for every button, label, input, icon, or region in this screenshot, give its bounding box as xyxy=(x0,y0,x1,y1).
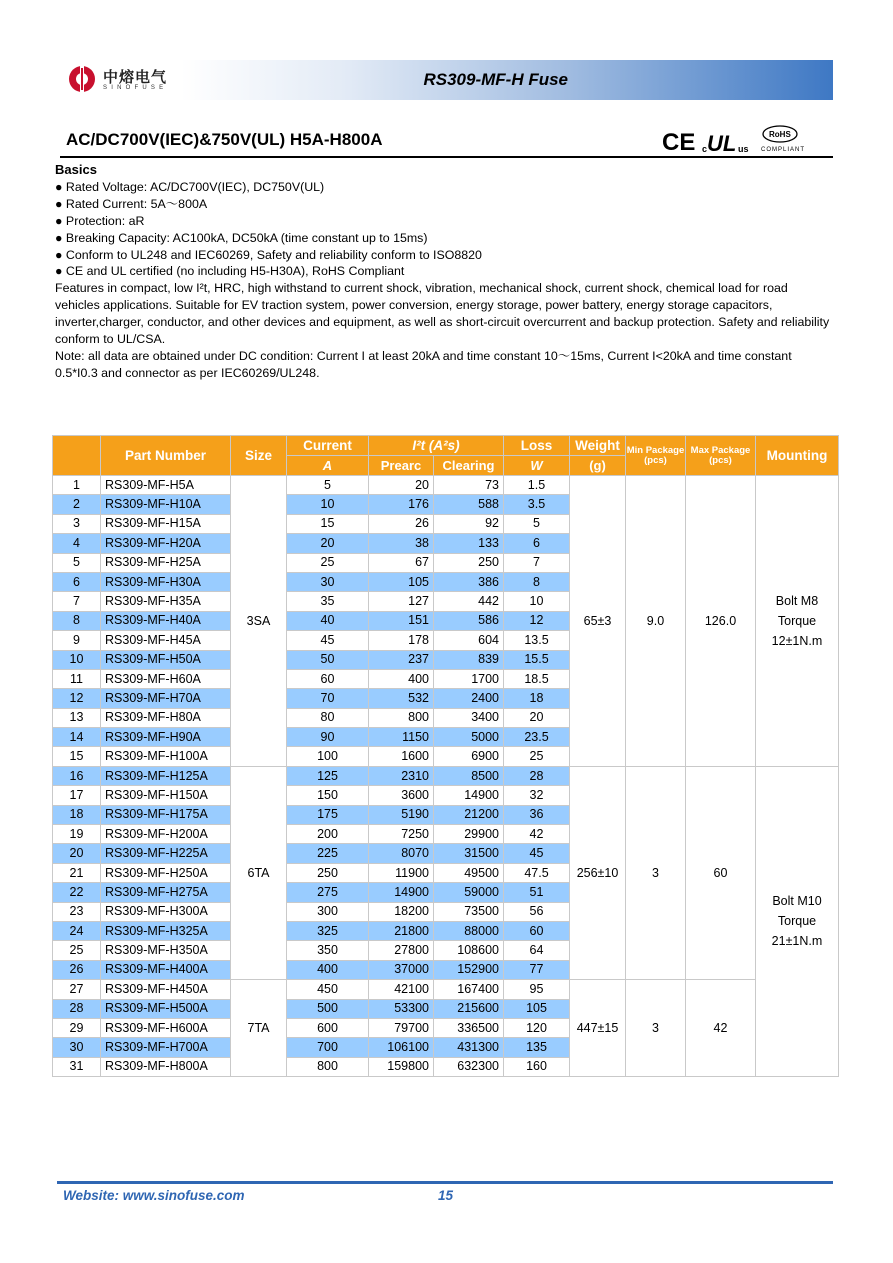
clearing-cell: 386 xyxy=(434,572,504,591)
row-number: 17 xyxy=(53,786,101,805)
clearing-cell: 59000 xyxy=(434,883,504,902)
part-number-cell: RS309-MF-H275A xyxy=(101,883,231,902)
loss-cell: 12 xyxy=(504,611,570,630)
prearc-cell: 21800 xyxy=(369,921,434,940)
current-cell: 20 xyxy=(287,534,369,553)
current-cell: 300 xyxy=(287,902,369,921)
rohs-label: RoHS xyxy=(769,130,791,139)
prearc-cell: 3600 xyxy=(369,786,434,805)
clearing-cell: 133 xyxy=(434,534,504,553)
header-part-number: Part Number xyxy=(101,436,231,476)
clearing-cell: 215600 xyxy=(434,999,504,1018)
row-number: 10 xyxy=(53,650,101,669)
part-number-cell: RS309-MF-H300A xyxy=(101,902,231,921)
part-number-cell: RS309-MF-H20A xyxy=(101,534,231,553)
prearc-cell: 237 xyxy=(369,650,434,669)
table-row xyxy=(53,476,839,495)
product-title: AC/DC700V(IEC)&750V(UL) H5A-H800A xyxy=(66,130,383,149)
row-number: 23 xyxy=(53,902,101,921)
clearing-cell: 336500 xyxy=(434,1018,504,1037)
row-number: 8 xyxy=(53,611,101,630)
current-cell: 15 xyxy=(287,514,369,533)
ce-mark-icon: CE xyxy=(662,129,696,156)
prearc-cell: 79700 xyxy=(369,1018,434,1037)
specification-table xyxy=(52,435,839,1077)
current-cell: 500 xyxy=(287,999,369,1018)
part-number-cell: RS309-MF-H250A xyxy=(101,863,231,882)
footer-website: Website: www.sinofuse.com xyxy=(63,1188,245,1203)
prearc-cell: 53300 xyxy=(369,999,434,1018)
part-number-cell: RS309-MF-H600A xyxy=(101,1018,231,1037)
header-weight-unit: (g) xyxy=(570,456,626,476)
clearing-cell: 588 xyxy=(434,495,504,514)
current-cell: 125 xyxy=(287,766,369,785)
clearing-cell: 604 xyxy=(434,631,504,650)
min-package-cell: 3 xyxy=(626,766,686,979)
prearc-cell: 800 xyxy=(369,708,434,727)
prearc-cell: 8070 xyxy=(369,844,434,863)
loss-cell: 45 xyxy=(504,844,570,863)
header-i2t: I²t (A²s) xyxy=(369,436,504,456)
page-number: 15 xyxy=(438,1188,454,1203)
header-mounting: Mounting xyxy=(756,436,839,476)
mounting-line1: Bolt M8 xyxy=(775,593,819,608)
prearc-cell: 37000 xyxy=(369,960,434,979)
part-number-cell: RS309-MF-H800A xyxy=(101,1057,231,1076)
clearing-cell: 73 xyxy=(434,476,504,495)
header-size: Size xyxy=(231,436,287,476)
row-number: 27 xyxy=(53,980,101,999)
row-number: 24 xyxy=(53,921,101,940)
row-number: 5 xyxy=(53,553,101,572)
sinofuse-logo-icon xyxy=(67,64,97,94)
prearc-cell: 532 xyxy=(369,689,434,708)
part-number-cell: RS309-MF-H150A xyxy=(101,786,231,805)
row-number: 30 xyxy=(53,1038,101,1057)
loss-cell: 5 xyxy=(504,514,570,533)
clearing-cell: 5000 xyxy=(434,728,504,747)
row-number: 28 xyxy=(53,999,101,1018)
current-cell: 800 xyxy=(287,1057,369,1076)
prearc-cell: 11900 xyxy=(369,863,434,882)
header-clearing: Clearing xyxy=(434,456,504,476)
prearc-cell: 5190 xyxy=(369,805,434,824)
prearc-cell: 18200 xyxy=(369,902,434,921)
current-cell: 275 xyxy=(287,883,369,902)
header-weight: Weight xyxy=(570,436,626,456)
part-number-cell: RS309-MF-H325A xyxy=(101,921,231,940)
header-loss-unit: W xyxy=(504,456,570,476)
prearc-cell: 7250 xyxy=(369,825,434,844)
table-row xyxy=(53,766,839,785)
prearc-cell: 14900 xyxy=(369,883,434,902)
row-number: 15 xyxy=(53,747,101,766)
loss-cell: 3.5 xyxy=(504,495,570,514)
part-number-cell: RS309-MF-H350A xyxy=(101,941,231,960)
clearing-cell: 632300 xyxy=(434,1057,504,1076)
current-cell: 600 xyxy=(287,1018,369,1037)
header-max-package: Max Package (pcs) xyxy=(686,436,756,476)
mounting-line3: 21±1N.m xyxy=(771,934,823,949)
prearc-cell: 1150 xyxy=(369,728,434,747)
loss-cell: 6 xyxy=(504,534,570,553)
row-number: 13 xyxy=(53,708,101,727)
current-cell: 70 xyxy=(287,689,369,708)
clearing-cell: 88000 xyxy=(434,921,504,940)
loss-cell: 18.5 xyxy=(504,669,570,688)
prearc-cell: 176 xyxy=(369,495,434,514)
row-number: 2 xyxy=(53,495,101,514)
clearing-cell: 108600 xyxy=(434,941,504,960)
part-number-cell: RS309-MF-H35A xyxy=(101,592,231,611)
weight-cell: 65±3 xyxy=(570,476,626,767)
current-cell: 60 xyxy=(287,669,369,688)
clearing-cell: 21200 xyxy=(434,805,504,824)
part-number-cell: RS309-MF-H450A xyxy=(101,980,231,999)
loss-cell: 56 xyxy=(504,902,570,921)
table-row xyxy=(53,980,839,999)
part-number-cell: RS309-MF-H40A xyxy=(101,611,231,630)
note-paragraph: Note: all data are obtained under DC condition: Current I at least 20kA and time constant 10～15ms, Current I<20kA and time constant 0.5*I0.3 and connector as per IEC60269/UL248. xyxy=(55,348,792,380)
header-min-package: Min Package (pcs) xyxy=(626,436,686,476)
part-number-cell: RS309-MF-H70A xyxy=(101,689,231,708)
row-number: 16 xyxy=(53,766,101,785)
row-number: 31 xyxy=(53,1057,101,1076)
loss-cell: 1.5 xyxy=(504,476,570,495)
row-number: 19 xyxy=(53,825,101,844)
part-number-cell: RS309-MF-H125A xyxy=(101,766,231,785)
current-cell: 5 xyxy=(287,476,369,495)
row-number: 3 xyxy=(53,514,101,533)
row-number: 20 xyxy=(53,844,101,863)
clearing-cell: 6900 xyxy=(434,747,504,766)
ul-us-mark: us xyxy=(738,144,749,154)
loss-cell: 47.5 xyxy=(504,863,570,882)
loss-cell: 25 xyxy=(504,747,570,766)
row-number: 14 xyxy=(53,728,101,747)
loss-cell: 77 xyxy=(504,960,570,979)
current-cell: 200 xyxy=(287,825,369,844)
basics-section xyxy=(55,162,835,382)
prearc-cell: 178 xyxy=(369,631,434,650)
certification-marks-icon xyxy=(662,124,812,158)
prearc-cell: 42100 xyxy=(369,980,434,999)
clearing-cell: 14900 xyxy=(434,786,504,805)
part-number-cell: RS309-MF-H25A xyxy=(101,553,231,572)
clearing-cell: 29900 xyxy=(434,825,504,844)
clearing-cell: 431300 xyxy=(434,1038,504,1057)
current-cell: 175 xyxy=(287,805,369,824)
current-cell: 25 xyxy=(287,553,369,572)
max-package-cell: 60 xyxy=(686,766,756,979)
part-number-cell: RS309-MF-H500A xyxy=(101,999,231,1018)
part-number-cell: RS309-MF-H90A xyxy=(101,728,231,747)
part-number-cell: RS309-MF-H15A xyxy=(101,514,231,533)
document-title: RS309-MF-H Fuse xyxy=(423,70,568,89)
current-cell: 90 xyxy=(287,728,369,747)
header-current-unit: A xyxy=(287,456,369,476)
current-cell: 150 xyxy=(287,786,369,805)
clearing-cell: 442 xyxy=(434,592,504,611)
row-number: 12 xyxy=(53,689,101,708)
row-number: 4 xyxy=(53,534,101,553)
clearing-cell: 839 xyxy=(434,650,504,669)
ul-mark-icon: UL xyxy=(707,131,737,156)
part-number-cell: RS309-MF-H400A xyxy=(101,960,231,979)
loss-cell: 18 xyxy=(504,689,570,708)
size-cell: 7TA xyxy=(231,980,287,1077)
row-number: 25 xyxy=(53,941,101,960)
current-cell: 50 xyxy=(287,650,369,669)
clearing-cell: 8500 xyxy=(434,766,504,785)
part-number-cell: RS309-MF-H175A xyxy=(101,805,231,824)
clearing-cell: 2400 xyxy=(434,689,504,708)
row-number: 6 xyxy=(53,572,101,591)
mounting-line2: Torque xyxy=(777,914,817,929)
bullet-rated-voltage: ● Rated Voltage: AC/DC700V(IEC), DC750V(UL) xyxy=(55,179,325,194)
loss-cell: 160 xyxy=(504,1057,570,1076)
row-number: 1 xyxy=(53,476,101,495)
part-number-cell: RS309-MF-H80A xyxy=(101,708,231,727)
prearc-cell: 151 xyxy=(369,611,434,630)
header-current: Current xyxy=(287,436,369,456)
clearing-cell: 73500 xyxy=(434,902,504,921)
loss-cell: 28 xyxy=(504,766,570,785)
title-divider xyxy=(60,156,833,158)
loss-cell: 120 xyxy=(504,1018,570,1037)
current-cell: 350 xyxy=(287,941,369,960)
row-number: 21 xyxy=(53,863,101,882)
clearing-cell: 167400 xyxy=(434,980,504,999)
prearc-cell: 38 xyxy=(369,534,434,553)
clearing-cell: 152900 xyxy=(434,960,504,979)
bullet-breaking-capacity: ● Breaking Capacity: AC100kA, DC50kA (time constant up to 15ms) xyxy=(55,230,428,245)
prearc-cell: 2310 xyxy=(369,766,434,785)
mounting-cell xyxy=(756,476,839,767)
mounting-cell xyxy=(756,766,839,1076)
part-number-cell: RS309-MF-H225A xyxy=(101,844,231,863)
part-number-cell: RS309-MF-H30A xyxy=(101,572,231,591)
bullet-certification: ● CE and UL certified (no including H5-H30A), RoHS Compliant xyxy=(55,264,405,279)
current-cell: 80 xyxy=(287,708,369,727)
mounting-line1: Bolt M10 xyxy=(772,894,822,909)
clearing-cell: 1700 xyxy=(434,669,504,688)
features-paragraph: Features in compact, low I²t, HRC, high withstand to current shock, vibration, mechanical shock, current shock, chemical load for road vehicles applications. Suitable for EV traction system, power conversion, energy storage, power battery, energy storage capacitors, inverter,charger, conductor, and other devices and equipment, as well as short-circuit overcurrent and backup protection. Safety and reliability conform to UL/CSA. xyxy=(55,281,830,347)
mounting-line3: 12±1N.m xyxy=(771,633,823,648)
header-loss: Loss xyxy=(504,436,570,456)
loss-cell: 135 xyxy=(504,1038,570,1057)
loss-cell: 10 xyxy=(504,592,570,611)
loss-cell: 7 xyxy=(504,553,570,572)
header-no xyxy=(53,436,101,476)
size-cell: 3SA xyxy=(231,476,287,767)
current-cell: 325 xyxy=(287,921,369,940)
part-number-cell: RS309-MF-H100A xyxy=(101,747,231,766)
clearing-cell: 3400 xyxy=(434,708,504,727)
page-header xyxy=(61,60,833,100)
current-cell: 40 xyxy=(287,611,369,630)
prearc-cell: 26 xyxy=(369,514,434,533)
current-cell: 250 xyxy=(287,863,369,882)
current-cell: 700 xyxy=(287,1038,369,1057)
loss-cell: 42 xyxy=(504,825,570,844)
logo-english-name: SINOFUSE xyxy=(103,85,168,91)
prearc-cell: 400 xyxy=(369,669,434,688)
table-body xyxy=(53,476,839,1077)
row-number: 29 xyxy=(53,1018,101,1037)
loss-cell: 13.5 xyxy=(504,631,570,650)
current-cell: 100 xyxy=(287,747,369,766)
company-logo xyxy=(67,64,187,98)
prearc-cell: 127 xyxy=(369,592,434,611)
current-cell: 10 xyxy=(287,495,369,514)
loss-cell: 64 xyxy=(504,941,570,960)
loss-cell: 8 xyxy=(504,572,570,591)
current-cell: 35 xyxy=(287,592,369,611)
ul-c-mark: c xyxy=(702,144,708,154)
row-number: 18 xyxy=(53,805,101,824)
prearc-cell: 27800 xyxy=(369,941,434,960)
prearc-cell: 106100 xyxy=(369,1038,434,1057)
row-number: 7 xyxy=(53,592,101,611)
loss-cell: 32 xyxy=(504,786,570,805)
rohs-compliant-label: COMPLIANT xyxy=(761,147,806,153)
min-package-cell: 3 xyxy=(626,980,686,1077)
prearc-cell: 20 xyxy=(369,476,434,495)
loss-cell: 20 xyxy=(504,708,570,727)
footer-divider xyxy=(57,1181,833,1184)
bullet-rated-current: ● Rated Current: 5A～800A xyxy=(55,196,208,211)
prearc-cell: 105 xyxy=(369,572,434,591)
size-cell: 6TA xyxy=(231,766,287,979)
row-number: 22 xyxy=(53,883,101,902)
weight-cell: 256±10 xyxy=(570,766,626,979)
basics-heading: Basics xyxy=(55,162,97,177)
clearing-cell: 49500 xyxy=(434,863,504,882)
max-package-cell: 126.0 xyxy=(686,476,756,767)
current-cell: 45 xyxy=(287,631,369,650)
row-number: 26 xyxy=(53,960,101,979)
max-package-cell: 42 xyxy=(686,980,756,1077)
part-number-cell: RS309-MF-H50A xyxy=(101,650,231,669)
current-cell: 30 xyxy=(287,572,369,591)
min-package-cell: 9.0 xyxy=(626,476,686,767)
prearc-cell: 67 xyxy=(369,553,434,572)
part-number-cell: RS309-MF-H200A xyxy=(101,825,231,844)
part-number-cell: RS309-MF-H10A xyxy=(101,495,231,514)
weight-cell: 447±15 xyxy=(570,980,626,1077)
prearc-cell: 1600 xyxy=(369,747,434,766)
clearing-cell: 92 xyxy=(434,514,504,533)
logo-chinese-name: 中熔电气 xyxy=(103,69,168,86)
mounting-line2: Torque xyxy=(777,613,817,628)
bullet-protection: ● Protection: aR xyxy=(55,213,145,228)
clearing-cell: 250 xyxy=(434,553,504,572)
loss-cell: 15.5 xyxy=(504,650,570,669)
part-number-cell: RS309-MF-H60A xyxy=(101,669,231,688)
prearc-cell: 159800 xyxy=(369,1057,434,1076)
clearing-cell: 586 xyxy=(434,611,504,630)
loss-cell: 36 xyxy=(504,805,570,824)
loss-cell: 51 xyxy=(504,883,570,902)
row-number: 11 xyxy=(53,669,101,688)
loss-cell: 105 xyxy=(504,999,570,1018)
bullet-conformity: ● Conform to UL248 and IEC60269, Safety and reliability conform to ISO8820 xyxy=(55,247,482,262)
header-prearc: Prearc xyxy=(369,456,434,476)
loss-cell: 95 xyxy=(504,980,570,999)
part-number-cell: RS309-MF-H5A xyxy=(101,476,231,495)
loss-cell: 60 xyxy=(504,921,570,940)
current-cell: 225 xyxy=(287,844,369,863)
row-number: 9 xyxy=(53,631,101,650)
loss-cell: 23.5 xyxy=(504,728,570,747)
current-cell: 450 xyxy=(287,980,369,999)
clearing-cell: 31500 xyxy=(434,844,504,863)
current-cell: 400 xyxy=(287,960,369,979)
part-number-cell: RS309-MF-H700A xyxy=(101,1038,231,1057)
part-number-cell: RS309-MF-H45A xyxy=(101,631,231,650)
